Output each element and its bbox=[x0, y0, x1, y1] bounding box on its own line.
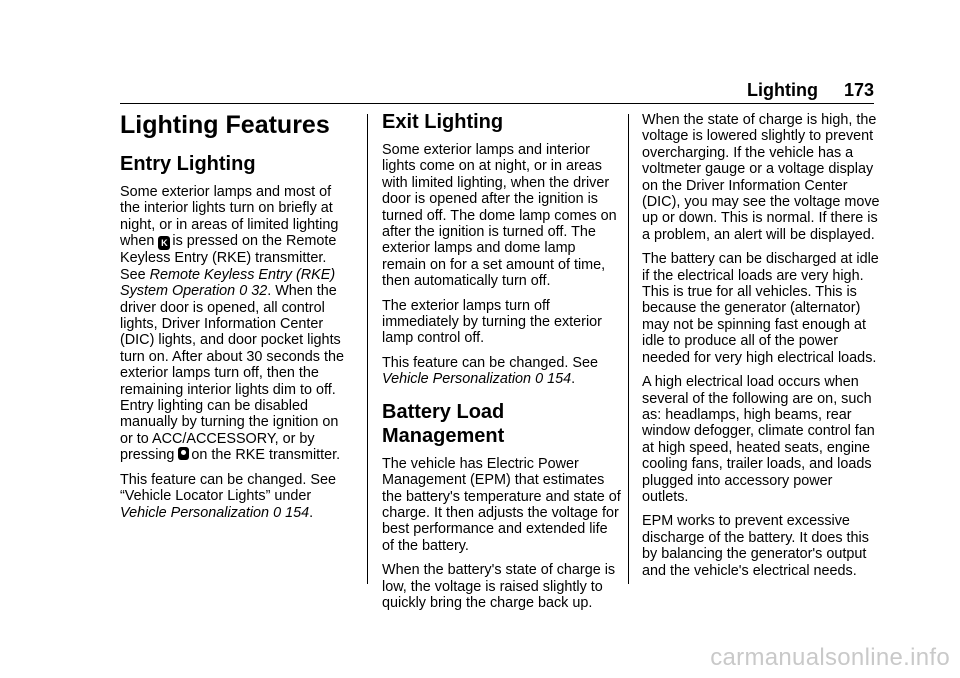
section-title: Lighting bbox=[746, 80, 818, 100]
exit-lighting-paragraph-2: The exterior lamps turn off immediately by turning the exterior lamp control off. bbox=[382, 297, 602, 347]
battery-paragraph-1: The vehicle has Electric Power Management (EPM) that estimates the battery's temperature and state of charge. It then adjusts the voltage for best performance and extended life of the battery. bbox=[382, 455, 621, 554]
battery-paragraph-6: EPM works to prevent excessive discharge of the battery. It does this by balancing the generator's output and the vehicle's electrical needs. bbox=[642, 513, 869, 579]
header-rule bbox=[120, 103, 874, 104]
vehicle-personalization-page-ref[interactable]: 0 154 bbox=[535, 371, 572, 388]
rke-link[interactable]: Remote Keyless Entry (RKE) System Operation bbox=[120, 266, 336, 300]
battery-load-heading: Battery Load Management bbox=[382, 400, 505, 447]
battery-paragraph-4: The battery can be discharged at idle if the electrical loads are very high. This is true for all vehicles. This is because the generator (alternator) may not be spinning fast enough at idle to produce all of the power needed for very high electrical loads. bbox=[642, 251, 879, 366]
vehicle-personalization-page-ref[interactable]: 0 154 bbox=[273, 504, 310, 521]
exit-lighting-paragraph-1: Some exterior lamps and interior lights come on at night, or in areas with limited lighting, when the driver door is opened after the ignition is turned off. The dome lamp comes on after the ignition is turned off. The exterior lamps and dome lamp remain on for a set amount of time, then automatically turn off. bbox=[382, 142, 617, 290]
battery-paragraph-3: When the state of charge is high, the voltage is lowered slightly to prevent overcharging. If the vehicle has a voltmeter gauge or a voltage display on the Driver Information Center (DIC), you may see the voltage move up or down. This is normal. If there is a problem, an alert will be displayed. bbox=[642, 112, 880, 243]
exit-lighting-heading: Exit Lighting bbox=[382, 111, 504, 133]
lighting-features-heading: Lighting Features bbox=[120, 111, 330, 139]
exit-change-paragraph: This feature can be changed. See Vehicle Personalization 0 154. bbox=[382, 354, 599, 388]
column-3 bbox=[642, 112, 882, 587]
entry-lighting-paragraph: Some exterior lamps and most of the interior lights turn on briefly at night, or in areas of limited lighting when K is pressed on the Remote Keyless Entry (RKE) transmitter. See Remote Keyless Entry (RKE) System Operation 0 32. When the driver door is opened, all control lights, Driver Information Center (DIC) lights, and door pocket lights turn on. After about 30 seconds the exterior lamps turn off, then the remaining interior lights dim to off. Entry lighting can be disabled manually by turning the ignition on or to ACC/ACCESSORY, or by pressing on the RKE transmitter. bbox=[120, 184, 345, 464]
key-fob-icon: K bbox=[158, 236, 170, 250]
lock-icon bbox=[178, 447, 189, 460]
entry-lighting-heading: Entry Lighting bbox=[120, 153, 256, 175]
column-1 bbox=[120, 110, 352, 529]
column-divider-2 bbox=[628, 114, 629, 584]
vehicle-personalization-link[interactable]: Vehicle Personalization bbox=[120, 504, 270, 521]
watermark: carmanualsonline.info bbox=[710, 644, 950, 671]
page-number: 173 bbox=[843, 80, 874, 100]
rke-page-ref[interactable]: 0 32 bbox=[239, 283, 268, 300]
vehicle-personalization-link[interactable]: Vehicle Personalization bbox=[382, 371, 532, 388]
page-header bbox=[747, 80, 874, 101]
battery-paragraph-5: A high electrical load occurs when several of the following are on, such as: headlamps, high beams, rear window defogger, climate control fan at high speed, heated seats, engine cooling fans, trailer loads, and loads plugged into accessory power outlets. bbox=[642, 374, 875, 505]
battery-paragraph-2: When the battery's state of charge is low, the voltage is raised slightly to quickly bring the charge back up. bbox=[382, 562, 616, 611]
column-divider-1 bbox=[367, 114, 368, 584]
entry-change-paragraph: This feature can be changed. See “Vehicle Locator Lights” under Vehicle Personalization 0 154. bbox=[120, 471, 337, 521]
column-2 bbox=[382, 110, 622, 619]
